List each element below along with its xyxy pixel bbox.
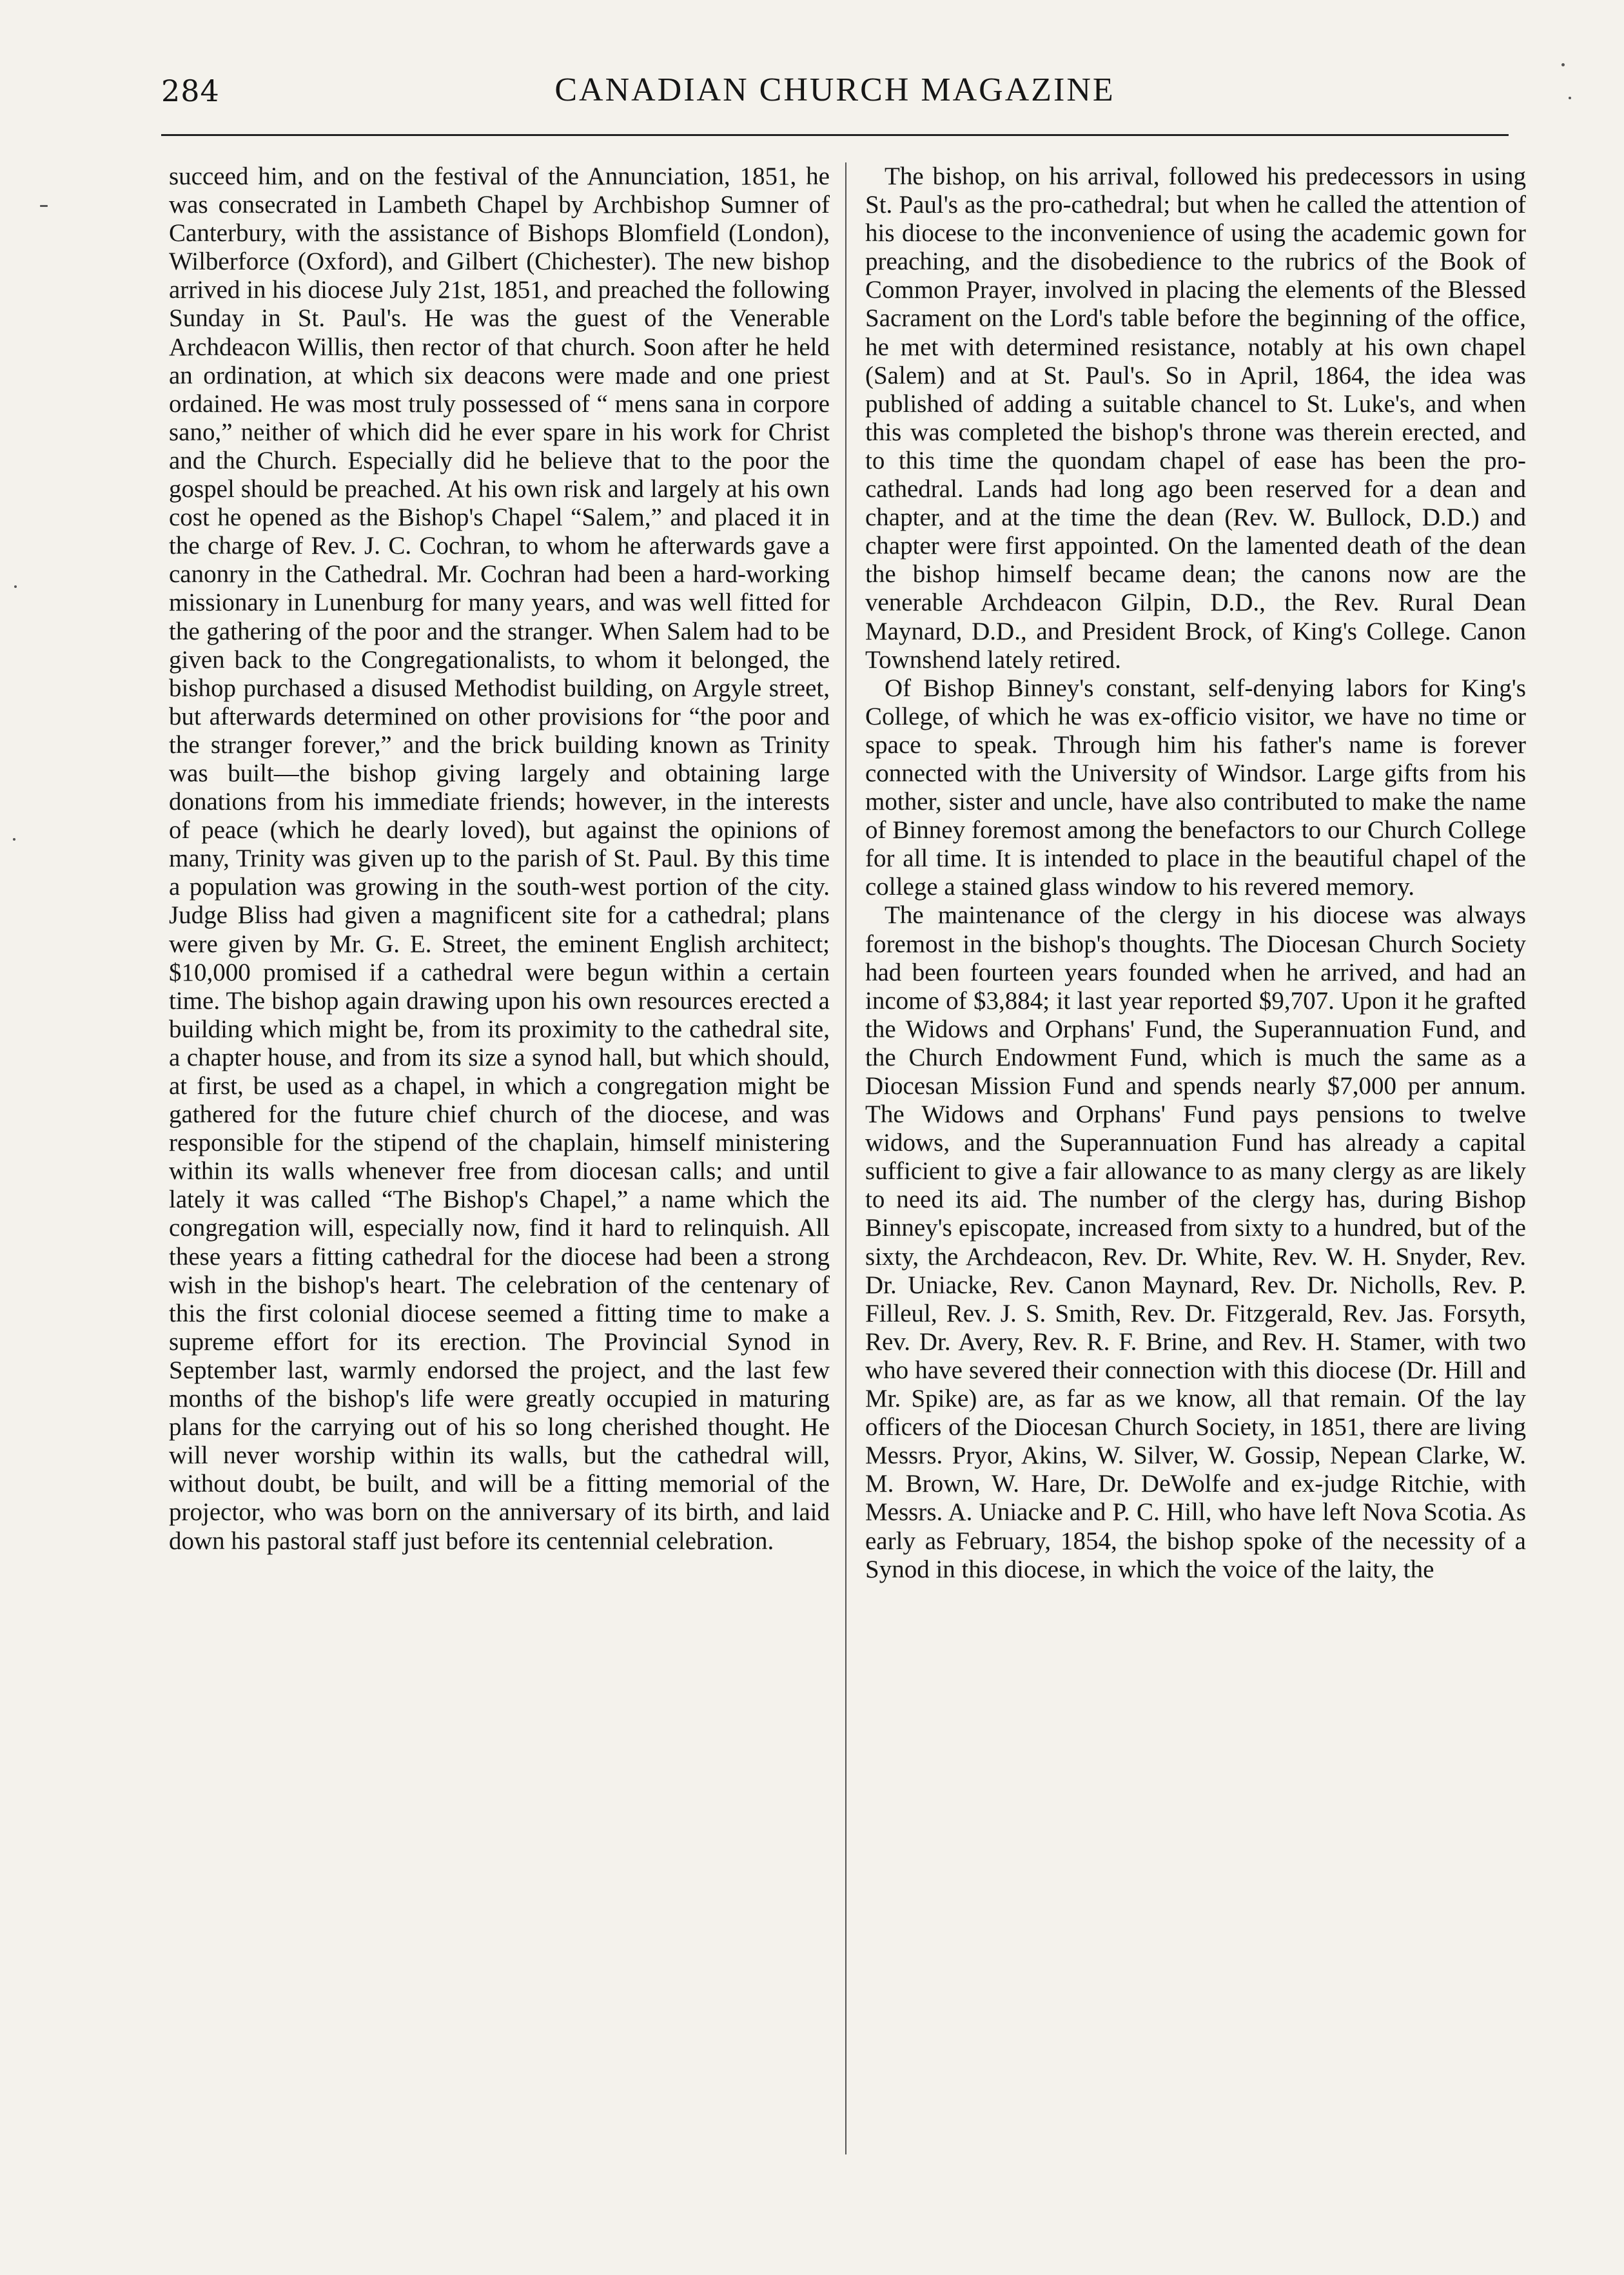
paragraph: succeed him, and on the festival of the Annunciation, 1851, he was consecrated in Lambeth Chapel by Archbishop Sumner of Canterbury, with the assistance of Bishops Blomfield (London), Wilberforce (Oxford), and Gilbert (Chichester). The new bishop arrived in his diocese July 21st, 1851, and preached the following Sunday in St. Paul's. He was the guest of the Venerable Archdeacon Willis, then rector of that church. Soon after he held an ordination, at which six deacons were made and one priest ordained. He was most truly possessed of “ mens sana in corpore sano,” neither of which did he ever spare in his work for Christ and the Church. Especially did he believe that to the poor the gospel should be preached. At his own risk and largely at his own cost he opened as the Bishop's Chapel “Salem,” and placed it in the charge of Rev. J. C. Cochran, to whom he afterwards gave a canonry in the Cathedral. Mr. Cochran had been a hard-working missionary in Lunenburg for many years, and was well fitted for the gathering of the poor and the stranger. When Salem had to be given back to the Congregationalists, to whom it belonged, the bishop purchased a disused Methodist building, on Argyle street, but afterwards determined on other provisions for “the poor and the stranger forever,” and the brick building known as Trinity was built—the bishop giving largely and obtaining large donations from his immediate friends; however, in the interests of peace (which he dearly loved), but against the opinions of many, Trinity was given up to the parish of St. Paul. By this time a population was growing in the south-west portion of the city. Judge Bliss had given a magnificent site for a cathedral; plans were given by Mr. G. E. Street, the eminent English architect; $10,000 promised if a cathedral were begun within a certain time. The bishop again drawing upon his own resources erected a building which might be, from its proximity to the cathedral site, a chapter house, and from its size a synod hall, but which should, at first, be used as a chapel, in which a congregation might be gathered for the future chief church of the diocese, and was responsible for the stipend of the chaplain, himself ministering within its walls whenever free from diocesan calls; and until lately it was called “The Bishop's Chapel,” a name which the congregation will, especially now, find it hard to relinquish. All these years a fitting cathedral for the diocese had been a strong wish in the bishop's heart. The celebration of the centenary of this the first colonial diocese seemed a fitting time to make a supreme effort for its erection. The Provincial Synod in September last, warmly endorsed the project, and the last few months of the bishop's life were greatly occupied in maturing plans for the carrying out of his so long cherished thought. He will never worship within its walls, but the cathedral will, without doubt, be built, and will be a fitting memorial of the projector, who was born on the anniversary of its birth, and laid down his pastoral staff just before its centennial celebration. — [169, 162, 830, 1555]
scan-speck — [14, 585, 17, 588]
paragraph: Of Bishop Binney's constant, self-denying labors for King's College, of which he was ex-officio visitor, we have no time or space to speak. Through him his father's name is forever connected with the University of Windsor. Large gifts from his mother, sister and uncle, have also contributed to make the name of Binney foremost among the benefactors to our Church College for all time. It is intended to place in the beautiful chapel of the college a stained glass window to his revered memory. — [865, 674, 1526, 901]
scan-speck — [13, 838, 15, 841]
paragraph: The maintenance of the clergy in his diocese was always foremost in the bishop's thoughts. The Diocesan Church Society had been fourteen years founded when he arrived, and had an income of $3,884; it last year reported $9,707. Upon it he grafted the Widows and Orphans' Fund, the Superannuation Fund, and the Church Endowment Fund, which is much the same as a Diocesan Mission Fund and spends nearly $7,000 per annum. The Widows and Orphans' Fund pays pensions to twelve widows, and the Superannuation Fund has already a capital sufficient to give a fair allowance to as many clergy as are likely to need its aid. The number of the clergy has, during Bishop Binney's episcopate, increased from sixty to a hundred, but of the sixty, the Archdeacon, Rev. Dr. White, Rev. W. H. Snyder, Rev. Dr. Uniacke, Rev. Canon Maynard, Rev. Dr. Nicholls, Rev. P. Filleul, Rev. J. S. Smith, Rev. Dr. Fitzgerald, Rev. Jas. Forsyth, Rev. Dr. Avery, Rev. R. F. Brine, and Rev. H. Stamer, with two who have severed their connection with this diocese (Dr. Hill and Mr. Spike) are, as far as we know, all that remain. Of the lay officers of the Diocesan Church Society, in 1851, there are living Messrs. Pryor, Akins, W. Silver, W. Gossip, Nepean Clarke, W. M. Brown, W. Hare, Dr. DeWolfe and ex-judge Ritchie, with Messrs. A. Uniacke and P. C. Hill, who have left Nova Scotia. As early as February, 1854, the bishop spoke of the necessity of a Synod in this diocese, in which the voice of the laity, the — [865, 901, 1526, 1583]
scan-speck — [1569, 97, 1571, 99]
left-column — [169, 162, 830, 2174]
scan-speck — [1561, 63, 1565, 66]
paragraph: The bishop, on his arrival, followed his predecessors in using St. Paul's as the pro-cathedral; but when he called the attention of his diocese to the inconvenience of using the academic gown for preaching, and the disobedience to the rubrics of the Book of Common Prayer, involved in placing the elements of the Blessed Sacrament on the Lord's table before the beginning of the office, he met with determined resistance, notably at his own chapel (Salem) and at St. Paul's. So in April, 1864, the idea was published of adding a suitable chancel to St. Luke's, and when this was completed the bishop's throne was therein erected, and to this time the quondam chapel of ease has been the pro-cathedral. Lands had long ago been reserved for a dean and chapter, and at the time the dean (Rev. W. Bullock, D.D.) and chapter were first appointed. On the lamented death of the dean the bishop himself became dean; the canons now are the venerable Archdeacon Gilpin, D.D., the Rev. Rural Dean Maynard, D.D., and President Brock, of King's College. Canon Townshend lately retired. — [865, 162, 1526, 674]
header-rule — [161, 134, 1509, 136]
page-header — [161, 71, 1509, 122]
running-title: CANADIAN CHURCH MAGAZINE — [554, 72, 1115, 108]
scan-speck — [40, 205, 48, 207]
page-number: 284 — [161, 73, 220, 108]
column-divider — [845, 162, 846, 2154]
right-column — [865, 162, 1526, 2174]
